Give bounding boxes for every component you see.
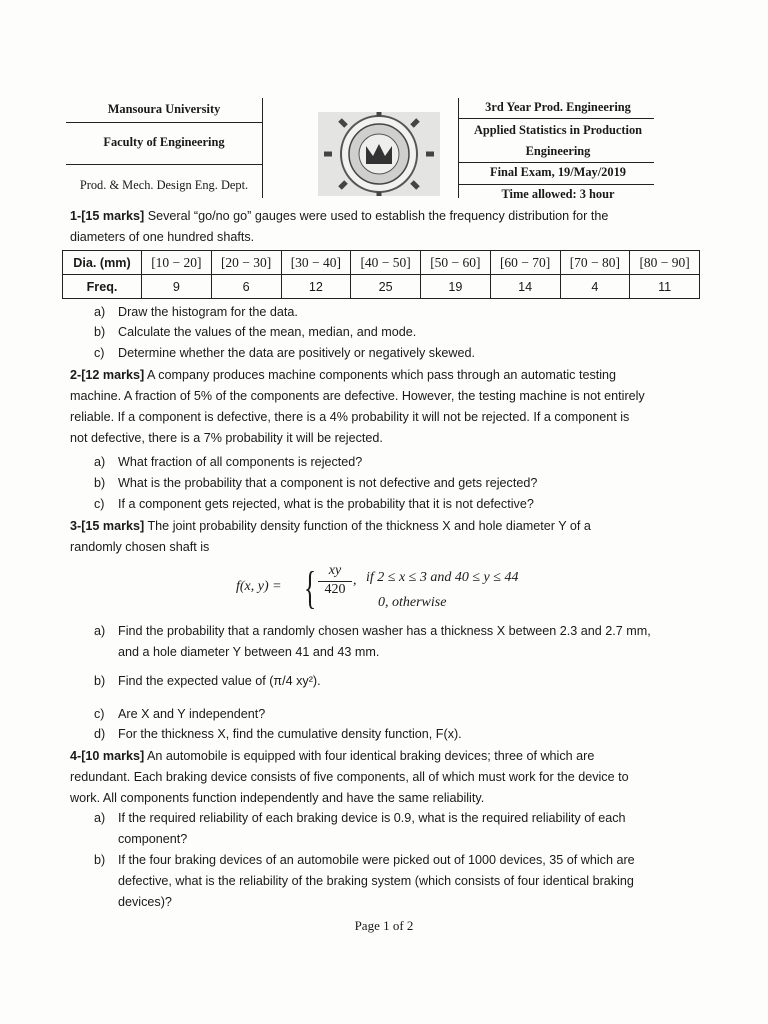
- question-text: redundant. Each braking device consists of five components, all of which must work for the device to: [70, 770, 629, 784]
- range-cell: [80 − 90]: [630, 251, 700, 275]
- item-text: Draw the histogram for the data.: [118, 305, 298, 319]
- list-item: [94, 808, 700, 850]
- freq-cell: 6: [211, 275, 281, 299]
- table-header: Freq.: [63, 275, 142, 299]
- list-item: [94, 452, 700, 473]
- item-label: b): [94, 476, 106, 490]
- item-text: If the required reliability of each braking device is 0.9, what is the required reliability of each: [118, 811, 626, 825]
- question-text: diameters of one hundred shafts.: [70, 230, 255, 244]
- formula-numerator: xy: [328, 563, 342, 578]
- formula-brace: {: [304, 562, 317, 613]
- question-number: 2-[12 marks]: [70, 368, 145, 382]
- department-name: Prod. & Mech. Design Eng. Dept.: [79, 178, 249, 192]
- item-text: For the thickness X, find the cumulative density function, F(x).: [118, 727, 462, 741]
- item-label: d): [94, 727, 106, 741]
- list-item: [94, 343, 700, 364]
- list-item: [94, 671, 700, 692]
- item-label: b): [94, 674, 106, 688]
- item-text: devices)?: [118, 895, 172, 909]
- table-row: [63, 275, 700, 299]
- question-text: machine. A fraction of 5% of the components are defective. However, the testing machine is not entirely: [70, 389, 645, 403]
- list-item: [94, 494, 700, 515]
- course-title: Applied Statistics in Production: [473, 123, 643, 137]
- item-label: b): [94, 853, 106, 867]
- item-label: a): [94, 624, 106, 638]
- range-cell: [50 − 60]: [421, 251, 491, 275]
- table-header: Dia. (mm): [63, 251, 142, 275]
- list-item: [94, 621, 700, 663]
- question-text: The joint probability density function of the thickness X and hole diameter Y of a: [144, 519, 591, 533]
- divider: [458, 184, 654, 185]
- frequency-table: [62, 250, 700, 299]
- freq-cell: 14: [490, 275, 560, 299]
- item-text: Calculate the values of the mean, median, and mode.: [118, 325, 417, 339]
- university-name: Mansoura University: [107, 102, 221, 116]
- range-cell: [20 − 30]: [211, 251, 281, 275]
- freq-cell: 9: [142, 275, 212, 299]
- item-label: c): [94, 707, 105, 721]
- divider: [66, 122, 262, 123]
- question-number: 4-[10 marks]: [70, 749, 145, 763]
- item-text: and a hole diameter Y between 41 and 43 mm.: [118, 645, 380, 659]
- course-year: 3rd Year Prod. Engineering: [485, 100, 631, 114]
- freq-cell: 4: [560, 275, 630, 299]
- divider: [458, 118, 654, 119]
- divider: [262, 98, 263, 198]
- formula-comma: ,: [353, 573, 357, 588]
- question-1: [70, 206, 698, 248]
- time-allowed: Time allowed: 3 hour: [501, 187, 615, 201]
- list-item: [94, 704, 700, 725]
- divider: [458, 162, 654, 163]
- question-text: Several “go/no go” gauges were used to establish the frequency distribution for the: [144, 209, 609, 223]
- exam-date: Final Exam, 19/May/2019: [490, 165, 626, 179]
- joint-pdf-formula: [236, 563, 556, 619]
- list-item: [94, 724, 700, 745]
- divider: [66, 164, 262, 165]
- item-label: a): [94, 305, 106, 319]
- item-text: If a component gets rejected, what is the probability that it is not defective?: [118, 497, 534, 511]
- freq-cell: 19: [421, 275, 491, 299]
- range-cell: [10 − 20]: [142, 251, 212, 275]
- list-item: [94, 302, 700, 323]
- item-text: What fraction of all components is rejected?: [118, 455, 363, 469]
- item-label: c): [94, 497, 105, 511]
- question-text: randomly chosen shaft is: [70, 540, 210, 554]
- course-title-line2: Engineering: [525, 144, 591, 158]
- formula-condition: if 2 ≤ x ≤ 3 and 40 ≤ y ≤ 44: [366, 570, 519, 585]
- range-cell: [30 − 40]: [281, 251, 351, 275]
- table-row: [63, 251, 700, 275]
- item-text: Are X and Y independent?: [118, 707, 266, 721]
- question-text: An automobile is equipped with four identical braking devices; three of which are: [144, 749, 595, 763]
- item-text: defective, what is the reliability of the braking system (which consists of four identical braking: [118, 874, 634, 888]
- formula-denominator: 420: [324, 582, 346, 597]
- question-text: A company produces machine components which pass through an automatic testing: [144, 368, 617, 382]
- university-seal-logo: [318, 112, 440, 196]
- list-item: [94, 850, 700, 913]
- question-4: [70, 746, 698, 809]
- item-text: component?: [118, 832, 188, 846]
- item-text: Find the probability that a randomly chosen washer has a thickness X between 2.3 and 2.7 mm,: [118, 624, 651, 638]
- question-text: reliable. If a component is defective, there is a 4% probability it will not be rejected. If a component is: [70, 410, 630, 424]
- list-item: [94, 473, 700, 494]
- question-text: not defective, there is a 7% probability it will be rejected.: [70, 431, 383, 445]
- item-label: a): [94, 811, 106, 825]
- item-text: Find the expected value of (π/4 xy²).: [118, 674, 321, 688]
- freq-cell: 25: [351, 275, 421, 299]
- page-number: Page 1 of 2: [354, 918, 414, 933]
- item-text: What is the probability that a component is not defective and gets rejected?: [118, 476, 538, 490]
- question-number: 3-[15 marks]: [70, 519, 145, 533]
- question-3: [70, 516, 698, 558]
- freq-cell: 11: [630, 275, 700, 299]
- range-cell: [60 − 70]: [490, 251, 560, 275]
- list-item: [94, 322, 700, 343]
- freq-cell: 12: [281, 275, 351, 299]
- question-2: [70, 365, 698, 449]
- item-text: If the four braking devices of an automobile were picked out of 1000 devices, 35 of which are: [118, 853, 635, 867]
- formula-otherwise: 0, otherwise: [378, 595, 447, 610]
- item-label: c): [94, 346, 105, 360]
- question-text: work. All components function independently and have the same reliability.: [70, 791, 485, 805]
- divider: [458, 98, 459, 198]
- item-label: a): [94, 455, 106, 469]
- range-cell: [70 − 80]: [560, 251, 630, 275]
- item-label: b): [94, 325, 106, 339]
- question-number: 1-[15 marks]: [70, 209, 145, 223]
- range-cell: [40 − 50]: [351, 251, 421, 275]
- formula-lhs: f(x, y) =: [236, 579, 282, 594]
- faculty-name: Faculty of Engineering: [103, 135, 225, 149]
- item-text: Determine whether the data are positively or negatively skewed.: [118, 346, 476, 360]
